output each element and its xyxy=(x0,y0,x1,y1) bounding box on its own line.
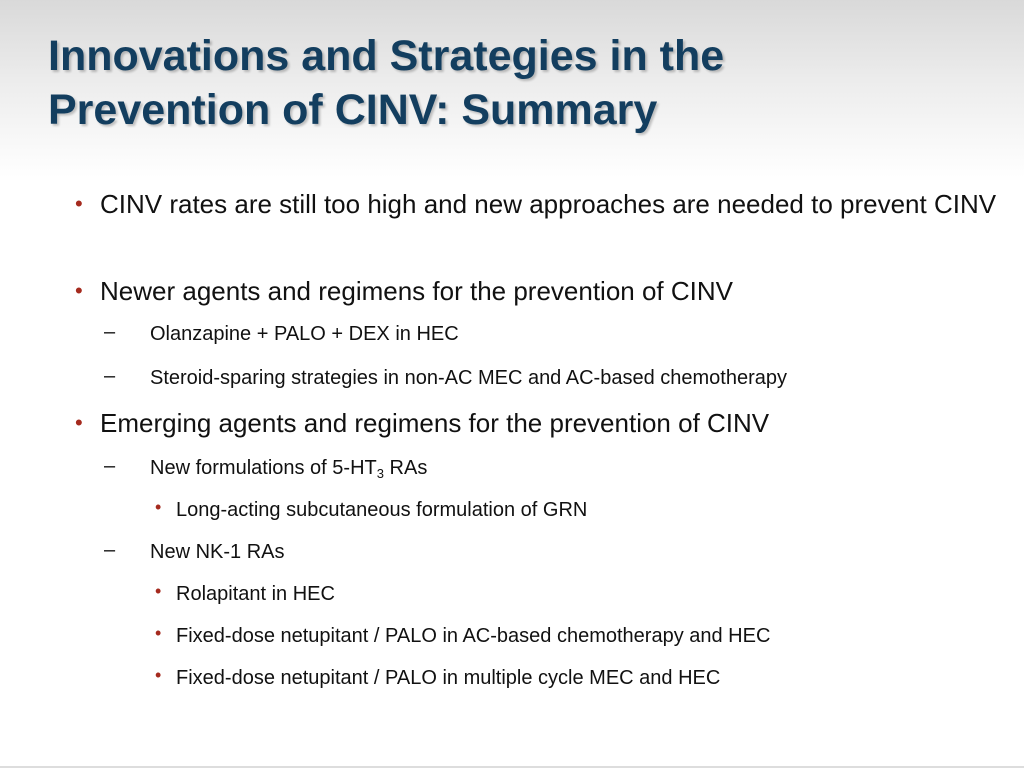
sub-sub-bullet-text: Fixed-dose netupitant / PALO in AC-based chemotherapy and HEC xyxy=(176,625,771,647)
bullet-text: Newer agents and regimens for the prevention of CINV xyxy=(100,276,734,306)
bullet-marker: • xyxy=(75,191,83,216)
subscript-text: 3 xyxy=(376,466,384,481)
sub-bullet-text-main: New formulations of 5-HT xyxy=(150,457,377,479)
sub-bullet-text: Steroid-sparing strategies in non-AC MEC and AC-based chemotherapy xyxy=(150,367,787,389)
dash-marker: – xyxy=(104,539,116,561)
sub-bullet-text: New NK-1 RAs xyxy=(150,541,285,563)
bullet-text: Emerging agents and regimens for the prevention of CINV xyxy=(100,408,770,438)
sub-bullet-text: Olanzapine + PALO + DEX in HEC xyxy=(150,323,459,345)
sub-sub-bullet-text: Long-acting subcutaneous formulation of GRN xyxy=(176,499,588,521)
bullet-marker: • xyxy=(155,497,162,517)
bullet-text: CINV rates are still too high and new approaches are needed to prevent CINV xyxy=(100,189,997,219)
bullet-marker: • xyxy=(155,581,162,601)
bullet-marker: • xyxy=(75,278,83,303)
slide-title-line-1: Innovations and Strategies in the xyxy=(48,32,725,80)
bullet-marker: • xyxy=(155,665,162,685)
bullet-marker: • xyxy=(75,410,83,435)
bullet-marker: • xyxy=(155,623,162,643)
slide-title-line-2: Prevention of CINV: Summary xyxy=(48,86,658,134)
sub-sub-bullet-text: Fixed-dose netupitant / PALO in multiple cycle MEC and HEC xyxy=(176,667,721,689)
dash-marker: – xyxy=(104,321,116,343)
dash-marker: – xyxy=(104,365,116,387)
sub-sub-bullet-text: Rolapitant in HEC xyxy=(176,583,335,605)
sub-bullet-text-suffix: RAs xyxy=(383,457,428,479)
sub-bullet-text xyxy=(150,455,427,481)
dash-marker: – xyxy=(104,455,116,477)
